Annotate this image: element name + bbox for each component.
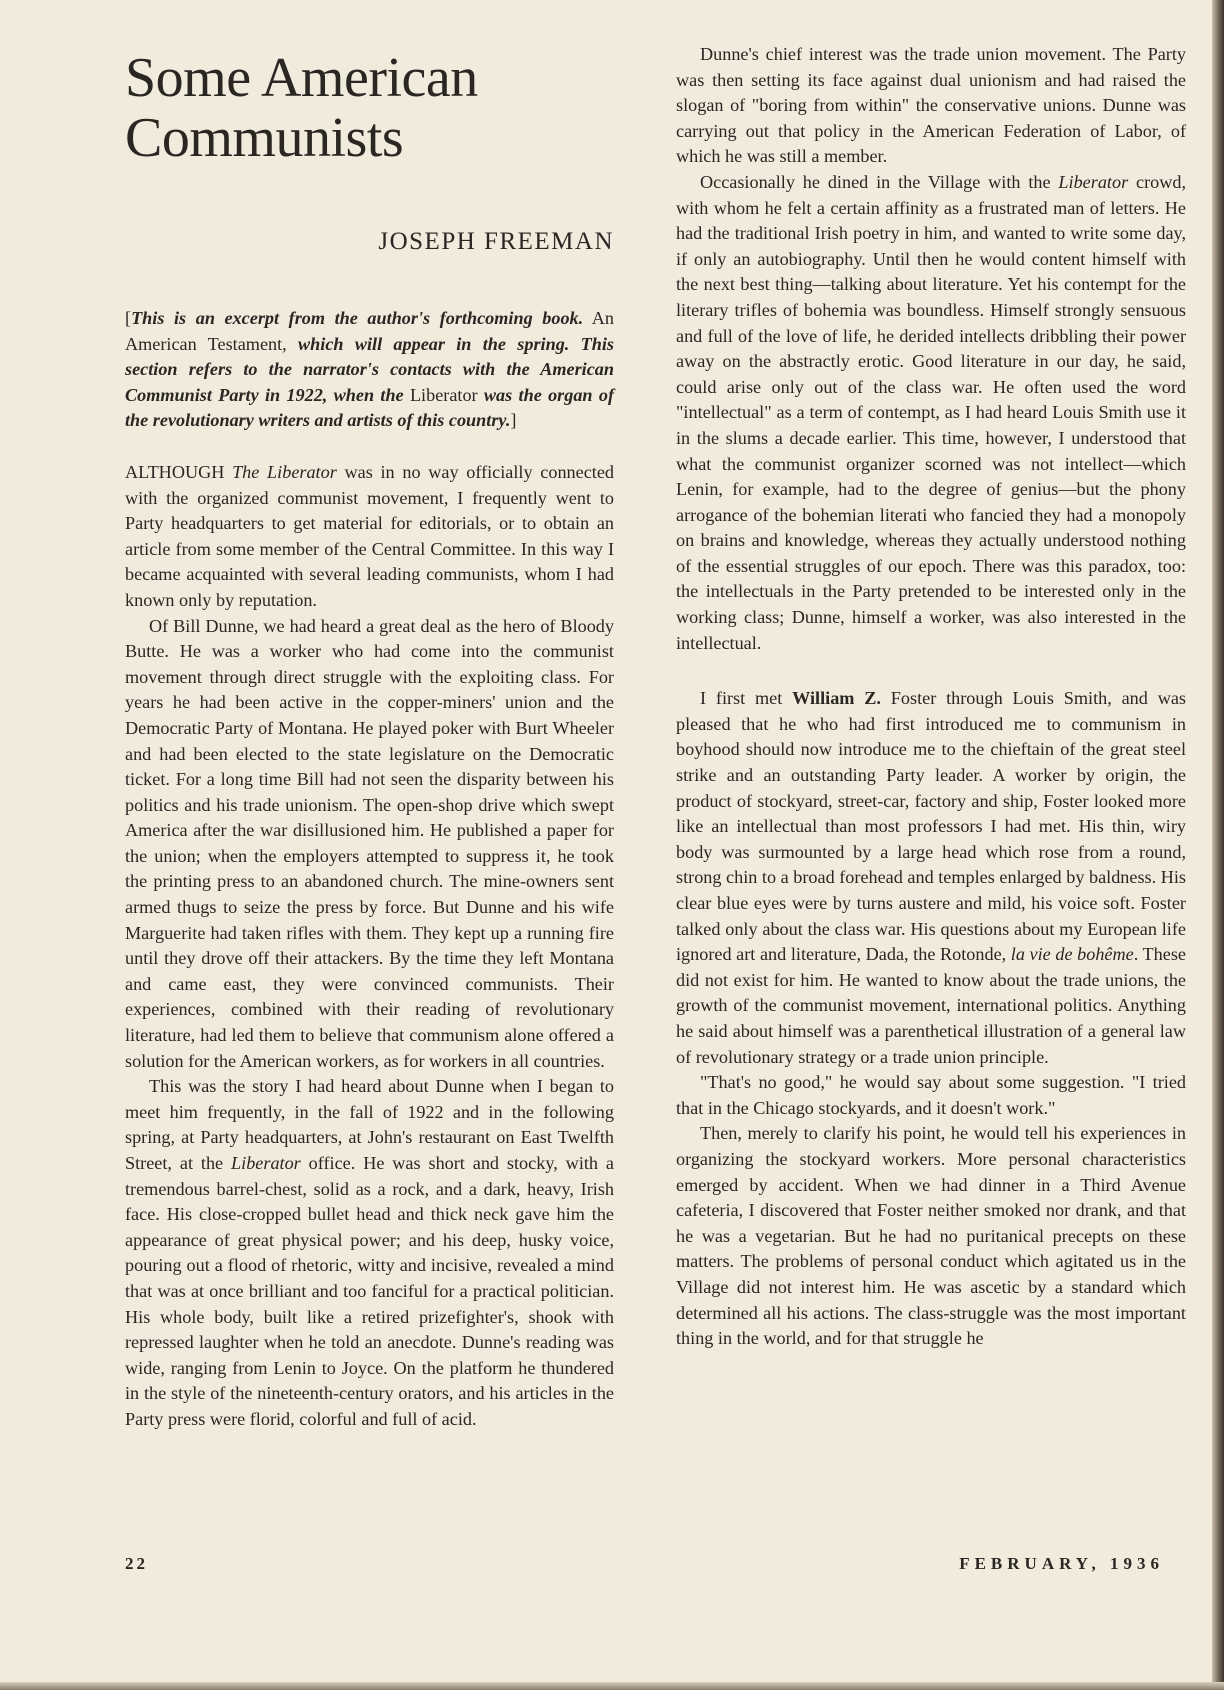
article-title xyxy=(125,48,614,168)
issue-date: FEBRUARY, 1936 xyxy=(959,1554,1164,1573)
editor-note-liberator: Liberator xyxy=(403,384,484,405)
liberator-italic-2: Liberator xyxy=(231,1153,301,1173)
left-paragraph-1-text: was in no way officially connected with the organized communist movement, I frequently went to Party headquarters to get material for editorials, or to obtain an article from some member of the Central Committee. In this way I became acquainted with several leading communists, whom I had known only by reputation. xyxy=(125,461,615,610)
right-paragraph-2-b: crowd, with whom he felt a certain affinity as a frustrated man of letters. He had the traditional Irish poetry in him, and wanted to write some day, if only an autobiography. Until then he would content himself with the next best thing—talking about literature. Yet his contempt for the literary trifles of bohemia was boundless. Himself strongly sensuous and full of the love of life, he derided intellects dribbling their power away on the abstractly erotic. Good literature in our day, he said, could arise only out of the class war. He often used the word "intellectual" as a term of contempt, as I had heard Louis Smith use it in the slums a decade earlier. This time, however, I understood that what the communist organizer scorned was not intellect—which Lenin, for example, had to the degree of genius—but the phony arrogance of the bohemian literati who fancied they had a monopoly on brains and knowledge, whereas they actually understood nothing of the essential struggles of our epoch. There was this paradox, too: the intellectuals in the Party pretended to be interested only in the working class; Dunne, himself a worker, was also interested in the intellectual. xyxy=(676,171,1187,653)
right-paragraph-1: Dunne's chief interest was the trade union movement. The Party was then setting its face against dual unionism and had raised the slogan of "boring from within" the conservative unions. Dunne was carrying out that policy in the American Federation of Labor, of which he was still a member. xyxy=(676,44,1186,167)
right-paragraph-5: Then, merely to clarify his point, he would tell his experiences in organizing the stockyard workers. More personal characteristics emerged by accident. When we had dinner in a Third Avenue cafeteria, I discovered that Foster neither smoked nor drank, and that he was a vegetarian. But he had no puritanical precepts on these matters. The problems of personal conduct which agitated us in the Village did not interest him. He was ascetic by a standard which determined all his actions. The class-struggle was the most important thing in the world, and for that struggle he xyxy=(676,1123,1186,1349)
left-column xyxy=(125,48,614,1433)
editor-note-part-3: which will appear in the spring. This section refers to the narrator's contacts with the American Communist Party in 1922, when the xyxy=(125,333,615,405)
right-column xyxy=(676,42,1186,1352)
left-paragraph-3-a: This was the story I had heard about Dunne when I began to meet him frequently, in the fall of 1922 and in the following spring, at Party headquarters, at John's restaurant on East Twelfth Street, at the xyxy=(125,1076,614,1173)
left-paragraph-2: Of Bill Dunne, we had heard a great deal as the hero of Bloody Butte. He was a worker who had come into the communist movement through direct struggle with the exploiting class. For years he had been active in the copper-miners' union and the Democratic Party of Montana. He played poker with Burt Wheeler and had been elected to the state legislature on the Democratic ticket. For a long time Bill had not seen the disparity between his politics and his trade unionism. The open-shop drive which swept America after the war disillusioned him. He published a paper for the union; when the employers attempted to suppress it, he took the printing press to an abandoned church. The mine-owners sent armed thugs to seize the press by force. But Dunne and his wife Marguerite had taken rifles with them. They kept up a running fire until they drove off their attackers. By the time they left Montana and came east, they were convinced communists. Their experiences, combined with their reading of revolutionary literature, had led them to believe that communism alone offered a solution for the American workers, as for workers in all countries. xyxy=(125,615,614,1071)
section-break xyxy=(676,656,1186,686)
liberator-italic-3: Liberator xyxy=(1058,171,1129,192)
left-paragraph-3-b: office. He was short and stocky, with a tremendous barrel-chest, solid as a rock, and a dark, heavy, Irish face. His close-cropped bullet head and thick neck gave him the appearance of great physical power; and his deep, husky voice, pouring out a flood of rhetoric, witty and incisive, revealed a mind that was at once brilliant and too fanciful for a practical politician. His whole body, built like a retired prizefighter's, shook with repressed laughter when he told an anecdote. Dunne's reading was wide, ranging from Lenin to Joyce. On the platform he thundered in the style of the nineteenth-century orators, and his articles in the Party press were florid, colorful and full of acid. xyxy=(125,1153,614,1429)
bracket-close: ] xyxy=(510,410,517,431)
author-byline: JOSEPH FREEMAN xyxy=(378,228,614,255)
title-line-1: Some American xyxy=(125,47,478,109)
boheme-italic: la vie de bohême xyxy=(1010,944,1134,965)
editor-note-part-5: was the organ of the revolutionary writers and artists of this country. xyxy=(125,384,615,431)
right-paragraph-2-a: Occasionally he dined in the Village with the xyxy=(700,171,1059,192)
editor-note-book-title: An American Testament, xyxy=(125,308,614,354)
editor-note xyxy=(125,306,614,434)
bracket-open: [ xyxy=(125,308,132,328)
editor-note-part-1: This is an excerpt from the author's forthcoming book. xyxy=(131,308,584,328)
page-number: 22 xyxy=(125,1554,148,1573)
right-paragraph-3-c: . These did not exist for him. He wanted to know about the trade unions, the growth of the communist movement, international politics. Anything he said about himself was a parenthetical illustration of a general law of revolutionary strategy or a trade union principle. xyxy=(676,944,1186,1067)
foster-name-bold: William Z. xyxy=(792,688,881,709)
left-paragraph-3 xyxy=(125,1074,614,1432)
right-paragraph-2 xyxy=(676,170,1186,656)
left-paragraph-1 xyxy=(125,460,614,614)
right-paragraph-4: "That's no good," he would say about some suggestion. "I tried that in the Chicago stockyards, and it doesn't work." xyxy=(676,1072,1186,1118)
title-line-2: Communists xyxy=(125,107,404,169)
page-bottom-edge xyxy=(0,1682,1224,1690)
right-paragraph-3 xyxy=(676,686,1186,1070)
page-binding-edge xyxy=(1212,0,1224,1690)
right-paragraph-3-a: I first met xyxy=(700,688,793,709)
right-paragraph-3-b: Foster through Louis Smith, and was pleased that he who had first introduced me to communism in boyhood should now introduce me to the chieftain of the great steel strike and an outstanding Party leader. A worker by origin, the product of stockyard, street-car, factory and ship, Foster looked more like an intellectual than most professors I had met. His thin, wiry body was surmounted by a large head which rose from a round, strong chin to a broad forehead and temples enlarged by baldness. His clear blue eyes were by turns austere and mild, his voice soft. Foster talked only about the class war. His questions about my European life ignored art and literature, Dada, the Rotonde, xyxy=(676,688,1186,965)
liberator-italic: The Liberator xyxy=(232,461,337,482)
lead-word: ALTHOUGH xyxy=(125,461,233,482)
